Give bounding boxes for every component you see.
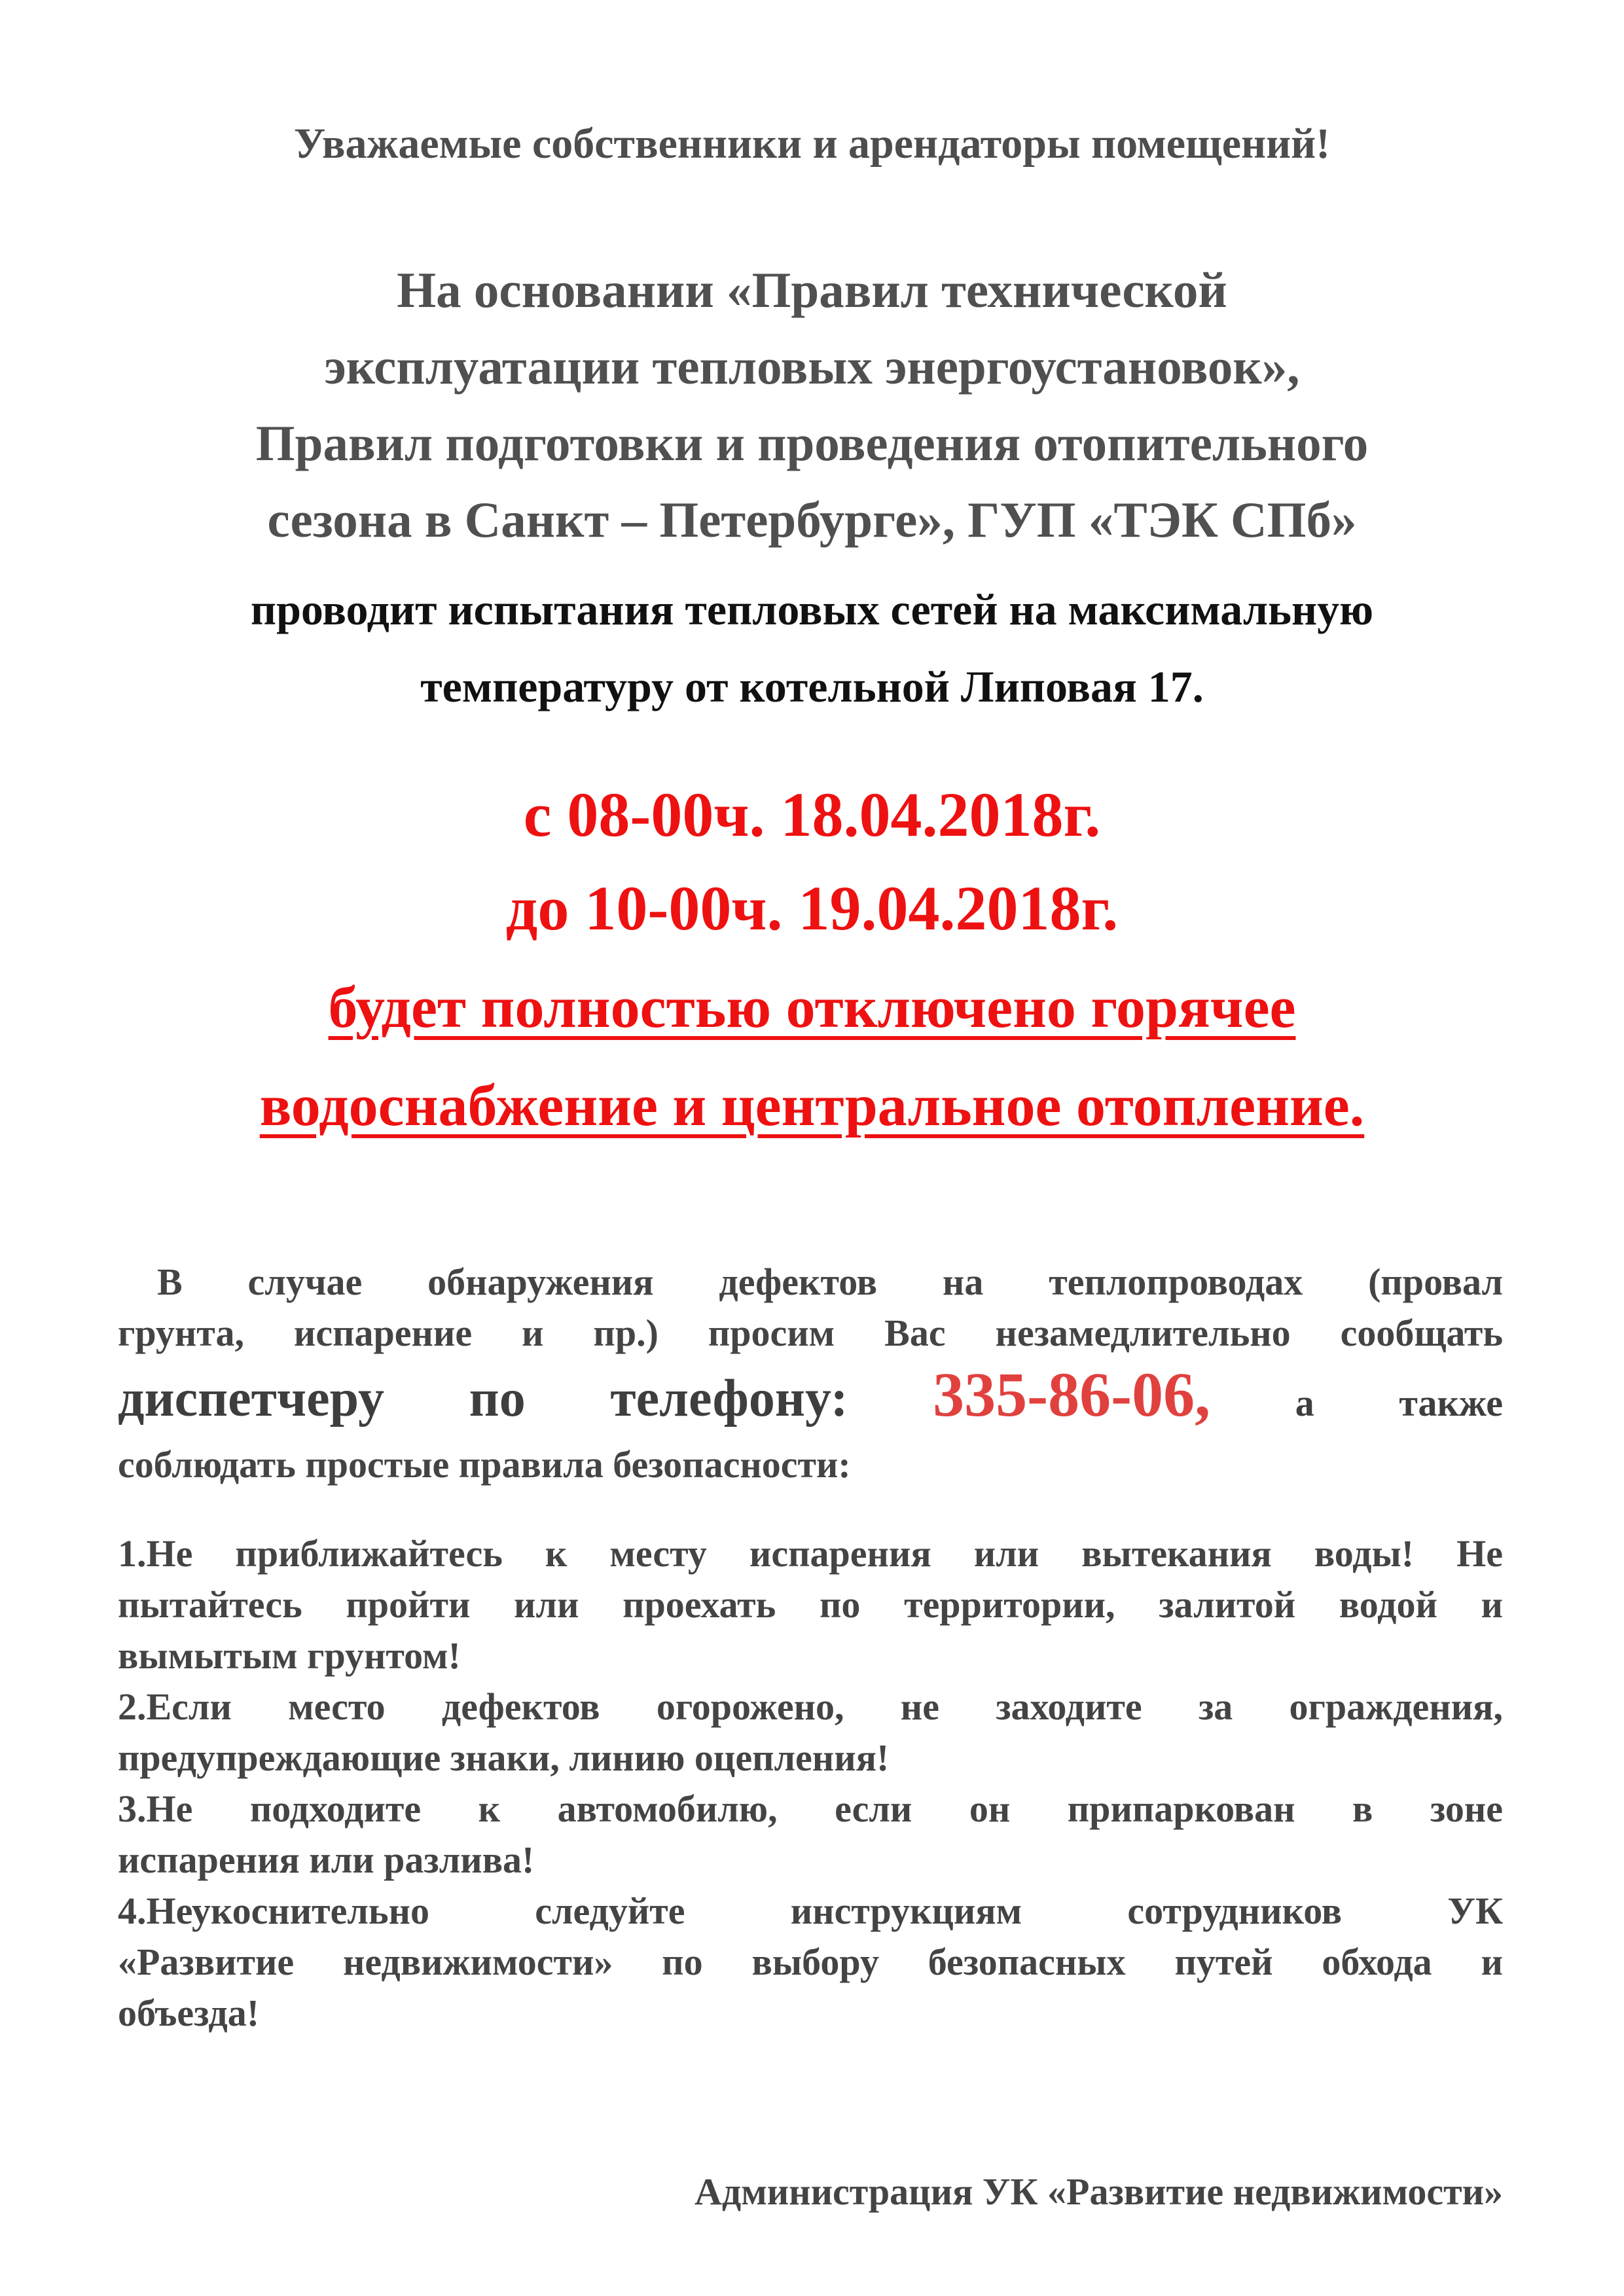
basis-line: На основании «Правил технической <box>397 262 1227 318</box>
basis-line: сезона в Санкт – Петербурге», ГУП «ТЭК СПб» <box>267 492 1357 548</box>
rule-line: вымытым грунтом! <box>118 1634 461 1677</box>
rule-line: 1.Не приближайтесь к месту испарения или вытекания воды! Не <box>118 1532 1503 1575</box>
defects-line: соблюдать простые правила безопасности: <box>118 1443 851 1486</box>
warning-line: будет полностью отключено горячее <box>328 975 1296 1040</box>
rule-line: объезда! <box>118 1992 260 2034</box>
signature: Администрация УК «Развитие недвижимости» <box>695 2170 1503 2213</box>
rule-item <box>118 1784 1503 1886</box>
rule-item <box>118 1681 1503 1784</box>
greeting-heading: Уважаемые собственники и арендаторы помещений! <box>293 120 1331 168</box>
tests-line: проводит испытания тепловых сетей на максимальную <box>250 584 1374 634</box>
tests-announcement <box>0 571 1624 725</box>
rule-line: пытайтесь пройти или проехать по территории, залитой водой и <box>118 1583 1503 1626</box>
dispatcher-line <box>118 1359 1503 1439</box>
rule-item <box>118 1528 1503 1681</box>
basis-line: Правил подготовки и проведения отопительного <box>255 415 1369 471</box>
and-word: а <box>1295 1382 1314 1424</box>
rule-line: предупреждающие знаки, линию оцепления! <box>118 1736 890 1779</box>
rule-line: 3.Не подходите к автомобилю, если он припаркован в зоне <box>118 1787 1503 1830</box>
safety-rules <box>118 1528 1503 2039</box>
rule-line: «Развитие недвижимости» по выбору безопасных путей обхода и <box>118 1941 1503 1983</box>
dispatcher-word: по <box>469 1370 526 1427</box>
legal-basis <box>0 252 1624 558</box>
rule-line: 2.Если место дефектов огорожено, не заходите за ограждения, <box>118 1685 1503 1728</box>
rule-item <box>118 1886 1503 2039</box>
outage-warning <box>0 959 1624 1155</box>
rule-line: 4.Неукоснительно следуйте инструкциям сотрудников УК <box>118 1890 1503 1932</box>
period-from: с 08-00ч. 18.04.2018г. <box>523 780 1101 850</box>
defects-paragraph <box>118 1257 1503 1490</box>
rule-line: испарения или разлива! <box>118 1839 535 1881</box>
dispatcher-word: диспетчеру <box>118 1370 385 1427</box>
also-word: также <box>1399 1382 1503 1424</box>
warning-line: водоснабжение и центральное отопление. <box>259 1073 1365 1138</box>
dispatcher-word: телефону: <box>610 1370 848 1427</box>
defects-line: В случае обнаружения дефектов на теплопроводах (провал <box>157 1261 1503 1303</box>
tests-line: температуру от котельной Липовая 17. <box>420 662 1204 711</box>
dispatcher-phone: 335-86-06, <box>933 1359 1211 1429</box>
basis-line: эксплуатации тепловых энергоустановок», <box>324 338 1300 395</box>
period-to: до 10-00ч. 19.04.2018г. <box>505 873 1119 943</box>
defects-line: грунта, испарение и пр.) просим Вас незамедлительно сообщать <box>118 1312 1503 1354</box>
